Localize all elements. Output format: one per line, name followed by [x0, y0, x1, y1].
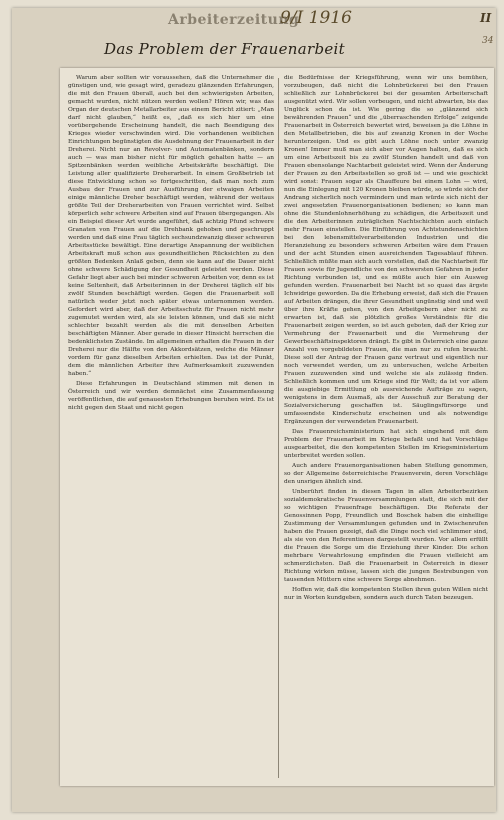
- article-paragraph: die Bedürfnisse der Kriegsführung, wenn wir uns bemühen, vorzubeugen, daß nicht die Lohnbrückerei bei den Frauen schließlich zur Lohnbrückerei bei der gesamten Arbeiterschaft ausgenützt wird. Wir sollen vorbeugen, und nicht abwarten, bis das Unglück schon da ist. Wie gering die so „glänzend sich bewährenden Frauen“ und die „überraschenden Erfolge“ zeigende Frauenarbeit in Österreich bewertet wird, beweisen ja die Löhne in den Metallbetrieben, die bis auf zwanzig Kronen in der Woche herunterzeigen. Und es gibt auch Löhne noch unter zwanzig Kronen! Immer muß man sich aber vor Augen halten, daß es sich um eine Arbeitszeit bis zu zwölf Stunden handelt und daß von Frauen ebensolange Nachtarbeit geleistet wird. Wenn der Änderung der Frauen zu den Arbeitsstellen so groß ist — und wie geschickt wird sonst: Frauen sogar als Chauffeure bei einem Lohn — wird, nun die Einlegung mit 120 Kronen bleiben würde, so würde sich der Andrang sicherlich noch vermindern und man würde sich nicht der zwei angesetzten Frauenorganisationen bedienen; so kann man ohne die Stundenlohnerhöhung zu schädigen, die Arbeitszeit und die den Arbeiterinnen zuträglichen Nachtschichten auch einfach mehr Frauen einstellen. Die Einführung von Achtstundenschichten bei den lebensmittelverarbeitenden Industrien und die Heranziehung zu besonders schweren Arbeiten wäre dem Frauen und der acht Stunden einen ausreichenden Tagesablauf führen. Schließlich müßte man sich auch vorstellen, daß die Nachtarbeit für Frauen sowie für Jugendliche von den schwersten Gefahren in jeder Richtung verbunden ist, und es müßte auch hier ein Ausweg gefunden werden. Frauenarbeit bei Nacht ist so quasi das ärgste Ichwidrige geworden. Da die Erhebung erweist, daß sich die Frauen auf Arbeiten drängen, die ihrer Gesundheit ungünstig sind und weil über ihre Kräfte gehen, von den Arbeitgebern aber nicht zu erwarten ist, daß sie plötzlich großes Verständnis für die Frauenarbeit zeigen werden, so ist auch geboten, daß der Krieg zur Vermehrung der Frauenarbeit und die Vermehrung der Gewerbeschäftsinspektoren drängt. Es gibt in Österreich eine ganze Anzahl von vorgebildeten Frauen, die man nur zu rufen braucht. Diese soll der Antrag der Frauen ganz vertraut und eigentlich nur noch verwendet werden, um zu untersuchen, welche Arbeiten Frauen zuzuwenden sind und welche sie als zulässig finden. Schließlich kommen und um Kriege sind für Welt; da ist vor allem die ausgiebige Ermittlung ob ausreichende Aufträge zu sagen, wenigstens in dem Ausmaß, als der Ausschuß zur Beratung der Sozialversicherung geschaffen ist. Säuglingsfürsorge und umfassendste Kinderschutz erscheinen und als notwendige Ergänzungen der verwendeten Frauenarbeit.: [284, 75, 488, 425]
- handwritten-title: Das Problem der Frauenarbeit: [104, 40, 345, 58]
- column-divider: [278, 78, 279, 778]
- article-paragraph: Hoffen wir, daß die kompetenten Stellen ihren guten Willen nicht nur in Worten kundgeben, sondern auch durch Taten bezeugen.: [284, 587, 488, 601]
- article-paragraph: Unberührt finden in diesen Tagen in allen Arbeiterbezirken sozialdemokratische Frauenversammlungen statt, die sich mit der so wichtigen Frauenfrage beschäftigen. Die Referate der Genossinnen Popp, Freundlich und Boschek haben die einhellige Zustimmung der Versammlungen gefunden und in Zwischenrufen haben die Frauen gezeigt, daß die Dinge noch viel schlimmer sind, als sie von den Referentinnen dargestellt wurden. Vor allem erfüllt die Frauen die Sorge um die Erziehung ihrer Kinder. Die schon mehrbare Verwahrlosung empfinden die Frauen vielleicht am schmerzlichsten. Daß die Frauenarbeit in Österreich in dieser Richtung wirken müsse, lassen sich die jungen Bestrebungen von tausenden Müttern eine schwere Sorge abnehmen.: [284, 489, 488, 583]
- article-column-left: [68, 74, 274, 780]
- margin-mark: 34: [482, 36, 494, 46]
- sheet-header: [12, 8, 496, 68]
- handwritten-number: II: [480, 11, 492, 25]
- article-paragraph: Diese Erfahrungen in Deutschland stimmen mit denen in Österreich und wir werden demnächst eine Zusammenfassung veröffentlichen, die auf genauesten Erhebungen beruhen wird. Es ist nicht gegen den Staat und nicht gegen: [68, 381, 274, 411]
- archive-sheet: [12, 8, 496, 812]
- newspaper-masthead: Arbeiterzeitung: [168, 12, 300, 28]
- newspaper-clipping: [60, 68, 494, 786]
- article-column-right: [284, 74, 488, 780]
- handwritten-date: 9/I 1916: [280, 8, 352, 28]
- article-paragraph: Warum aber sollten wir voraussehen, daß die Unternehmer die günstigen und, wie gesagt wird, geradezu glänzenden Erfahrungen, die mit den Frauen überall, auch bei den schwierigsten Arbeiten, gemacht wurden, nicht nützen werden wollen? Hören wir, was das Organ der deutschen Metallarbeiter aus einem Bericht zitiert: „Man darf nicht glauben,“ heißt es, „daß es sich hier um eine vorübergehende Erscheinung handelt, die nach Beendigung des Krieges wieder verschwinden wird. Die vorhandenen weiblichen Einrichtungen begünstigten die Ausdehnung der Frauenarbeit in der Dreherei. Nicht nur an Revolver- und Automatenbänken, sondern auch — was man bisher nicht für möglich gehalten hatte — an Spitzenbänken werden weibliche Arbeitskräfte beschäftigt. Die Leistung aller qualifizierte Dreherarbeit. In einem Großbetrieb ist diese Entwicklung schon so fortgeschritten, daß man noch zum Ausbau der Frauen und zur Ausführung der etwaigen Arbeiten einige männliche Dreher beschäftigt werden, während der weitaus größte Teil der Dreherarbeiten von Frauen verrichtet wird. Selbst körperlich sehr schwere Arbeiten sind auf Frauen übergegangen. Als ein Beispiel dieser Art wurde angeführt, daß achtzig Pfund schwere Granaten von Frauen auf die Drehbank gehoben und geschruppt werden und daß eine Frau täglich sechsundzwanzig dieser schweren Arbeitsstücke bewältigt. Eine derartige Anspannung der weiblichen Arbeitskraft muß schon aus gesundheitlichen Rücksichten zu den größten Bedenken Anlaß geben, denn sie kann auf die Dauer nicht ohne schwere Schädigung der Gesundheit geleistet werden. Diese Gefahr liegt aber auch bei minder schweren Arbeiten vor, denn es ist keine Seltenheit, daß Arbeiterinnen in der Dreherei täglich elf bis zwölf Stunden beschäftigt werden. Gegen die Frauenarbeit soll natürlich weder jetzt noch später etwas unternommen werden. Gefordert wird aber, daß der Arbeitsschutz für Frauen nicht mehr zugemutet werden wird, als sie leisten können, und daß sie nicht schlechter bezahlt werden als die mit denselben Arbeiten beschäftigten Männer. Aber gerade in dieser Hinsicht herrschen die bedenklichsten Zustände. Im allgemeinen erhalten die Frauen in der Dreherei nur die Hälfte von den Akkordsätzen, welche die Männer vordem für ganz dieselben Arbeiten erhielten. Das ist der Punkt, dem die männlichen Arbeiter ihre Aufmerksamkeit zuzuwenden haben.“: [68, 75, 274, 377]
- article-paragraph: Das Frauenreichsministerium hat sich eingehend mit dem Problem der Frauenarbeit im Kriege befaßt und hat Vorschläge ausgearbeitet, die den kompetenten Stellen im Kriegsministerium unterbreitet werden sollen.: [284, 429, 488, 459]
- article-paragraph: Auch andere Frauenorganisationen haben Stellung genommen, so der Allgemeine österreichische Frauenverein, deren Vorschläge den unsrigen ähnlich sind.: [284, 463, 488, 485]
